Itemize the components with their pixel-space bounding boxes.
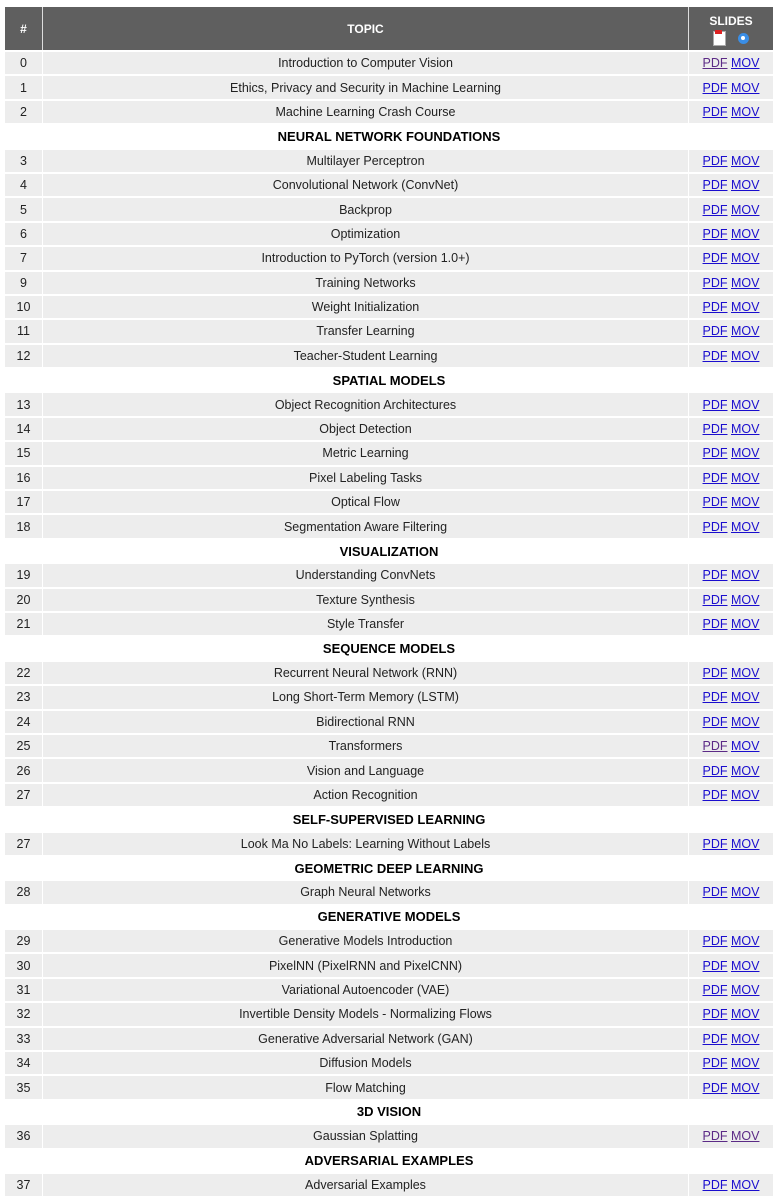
mov-link[interactable]: MOV — [731, 690, 760, 705]
lecture-number: 27 — [5, 783, 43, 807]
lecture-number: 35 — [5, 1075, 43, 1099]
table-row — [5, 1002, 773, 1026]
pdf-link[interactable]: PDF — [702, 983, 728, 998]
lecture-topic: Transformers — [43, 734, 689, 758]
mov-link[interactable]: MOV — [731, 202, 760, 217]
table-row — [5, 514, 773, 538]
pdf-link[interactable]: PDF — [702, 495, 728, 510]
section-title: SPATIAL MODELS — [5, 368, 773, 392]
lecture-topic: Look Ma No Labels: Learning Without Labels — [43, 832, 689, 856]
table-row — [5, 441, 773, 465]
slides-cell — [689, 441, 774, 465]
section-title: 3D VISION — [5, 1100, 773, 1124]
section-row — [5, 124, 773, 148]
slides-cell — [689, 588, 774, 612]
table-row — [5, 612, 773, 636]
lecture-topic: Invertible Density Models - Normalizing Flows — [43, 1002, 689, 1026]
slides-cell — [689, 661, 774, 685]
table-row — [5, 588, 773, 612]
mov-link[interactable]: MOV — [731, 300, 760, 315]
lecture-number: 2 — [5, 100, 43, 124]
pdf-link[interactable]: PDF — [702, 178, 728, 193]
pdf-link[interactable]: PDF — [702, 592, 728, 607]
slides-cell — [689, 271, 774, 295]
slides-cell — [689, 1075, 774, 1099]
pdf-link[interactable]: PDF — [702, 885, 728, 900]
section-row — [5, 1149, 773, 1173]
pdf-link[interactable]: PDF — [702, 787, 728, 802]
lecture-topic: Multilayer Perceptron — [43, 149, 689, 173]
section-row — [5, 368, 773, 392]
lecture-topic: Teacher-Student Learning — [43, 344, 689, 368]
lecture-topic: Vision and Language — [43, 758, 689, 782]
table-row — [5, 246, 773, 270]
lecture-topic: Generative Models Introduction — [43, 929, 689, 953]
table-row — [5, 734, 773, 758]
table-row — [5, 344, 773, 368]
slides-cell — [689, 319, 774, 343]
lecture-number: 9 — [5, 271, 43, 295]
lecture-number: 32 — [5, 1002, 43, 1026]
section-title: GENERATIVE MODELS — [5, 905, 773, 929]
slides-cell — [689, 392, 774, 416]
section-row — [5, 1100, 773, 1124]
pdf-link[interactable]: PDF — [702, 202, 728, 217]
table-row — [5, 661, 773, 685]
pdf-link[interactable]: PDF — [702, 763, 728, 778]
lecture-topic: Segmentation Aware Filtering — [43, 514, 689, 538]
pdf-link[interactable]: PDF — [702, 934, 728, 949]
mov-link[interactable]: MOV — [731, 178, 760, 193]
pdf-link[interactable]: PDF — [702, 104, 728, 119]
slides-cell — [689, 929, 774, 953]
lecture-number: 6 — [5, 222, 43, 246]
pdf-link[interactable]: PDF — [702, 324, 728, 339]
lecture-number: 34 — [5, 1051, 43, 1075]
lecture-topic: Recurrent Neural Network (RNN) — [43, 661, 689, 685]
pdf-link[interactable]: PDF — [702, 275, 728, 290]
lecture-topic: Bidirectional RNN — [43, 710, 689, 734]
lecture-topic: Pixel Labeling Tasks — [43, 466, 689, 490]
lecture-topic: Action Recognition — [43, 783, 689, 807]
slides-cell — [689, 246, 774, 270]
lecture-number: 22 — [5, 661, 43, 685]
lecture-topic: Machine Learning Crash Course — [43, 100, 689, 124]
lecture-table — [5, 7, 773, 1196]
pdf-link[interactable]: PDF — [702, 836, 728, 851]
header-slides-label: SLIDES — [709, 13, 753, 28]
table-row — [5, 392, 773, 416]
table-row — [5, 758, 773, 782]
lecture-number: 14 — [5, 417, 43, 441]
pdf-link[interactable]: PDF — [702, 1031, 728, 1046]
lecture-topic: Introduction to PyTorch (version 1.0+) — [43, 246, 689, 270]
mov-link[interactable]: MOV — [731, 397, 760, 412]
slides-cell — [689, 222, 774, 246]
slides-cell — [689, 758, 774, 782]
lecture-topic: Long Short-Term Memory (LSTM) — [43, 685, 689, 709]
mov-link[interactable]: MOV — [731, 836, 760, 851]
mov-link[interactable]: MOV — [731, 56, 760, 71]
mov-link[interactable]: MOV — [731, 324, 760, 339]
lecture-topic: Metric Learning — [43, 441, 689, 465]
mov-link[interactable]: MOV — [731, 226, 760, 241]
slides-cell — [689, 173, 774, 197]
table-row — [5, 173, 773, 197]
section-title: NEURAL NETWORK FOUNDATIONS — [5, 124, 773, 148]
lecture-number: 5 — [5, 197, 43, 221]
slides-cell — [689, 417, 774, 441]
slides-cell — [689, 1124, 774, 1148]
lecture-number: 10 — [5, 295, 43, 319]
lecture-number: 0 — [5, 51, 43, 75]
lecture-number: 19 — [5, 563, 43, 587]
pdf-link[interactable]: PDF — [702, 519, 728, 534]
pdf-link[interactable]: PDF — [702, 1007, 728, 1022]
mov-link[interactable]: MOV — [731, 251, 760, 266]
table-row — [5, 51, 773, 75]
table-row — [5, 417, 773, 441]
lecture-number: 29 — [5, 929, 43, 953]
table-row — [5, 1124, 773, 1148]
pdf-link[interactable]: PDF — [702, 690, 728, 705]
slides-cell — [689, 100, 774, 124]
lecture-topic: Convolutional Network (ConvNet) — [43, 173, 689, 197]
table-row — [5, 1173, 773, 1196]
table-row — [5, 563, 773, 587]
table-row — [5, 1027, 773, 1051]
pdf-link[interactable]: PDF — [702, 56, 728, 71]
table-row — [5, 929, 773, 953]
lecture-number: 12 — [5, 344, 43, 368]
table-row — [5, 1075, 773, 1099]
table-row — [5, 978, 773, 1002]
table-row — [5, 75, 773, 99]
slides-cell — [689, 783, 774, 807]
lecture-topic: Style Transfer — [43, 612, 689, 636]
slides-cell — [689, 978, 774, 1002]
slides-cell — [689, 51, 774, 75]
pdf-link[interactable]: PDF — [702, 348, 728, 363]
mov-link[interactable]: MOV — [731, 1080, 760, 1095]
slides-cell — [689, 710, 774, 734]
mov-link[interactable]: MOV — [731, 714, 760, 729]
lecture-number: 25 — [5, 734, 43, 758]
section-row — [5, 539, 773, 563]
mov-link[interactable]: MOV — [731, 80, 760, 95]
mov-link[interactable]: MOV — [731, 1031, 760, 1046]
table-row — [5, 222, 773, 246]
mov-link[interactable]: MOV — [731, 1178, 760, 1193]
pdf-link[interactable]: PDF — [702, 422, 728, 437]
mov-link[interactable]: MOV — [731, 739, 760, 754]
mov-link[interactable]: MOV — [731, 958, 760, 973]
lecture-topic: Ethics, Privacy and Security in Machine Learning — [43, 75, 689, 99]
mov-link[interactable]: MOV — [731, 495, 760, 510]
lecture-number: 11 — [5, 319, 43, 343]
mov-link[interactable]: MOV — [731, 275, 760, 290]
lecture-topic: Training Networks — [43, 271, 689, 295]
mov-link[interactable]: MOV — [731, 104, 760, 119]
slides-cell — [689, 1002, 774, 1026]
slides-cell — [689, 1051, 774, 1075]
lecture-topic: Object Detection — [43, 417, 689, 441]
slides-cell — [689, 612, 774, 636]
lecture-number: 31 — [5, 978, 43, 1002]
mov-link[interactable]: MOV — [731, 568, 760, 583]
lecture-topic: Transfer Learning — [43, 319, 689, 343]
lecture-topic: Optical Flow — [43, 490, 689, 514]
lecture-number: 20 — [5, 588, 43, 612]
mov-link[interactable]: MOV — [731, 665, 760, 680]
pdf-link[interactable]: PDF — [702, 397, 728, 412]
mov-link[interactable]: MOV — [731, 153, 760, 168]
lecture-topic: Understanding ConvNets — [43, 563, 689, 587]
table-row — [5, 710, 773, 734]
slides-cell — [689, 514, 774, 538]
table-row — [5, 271, 773, 295]
table-row — [5, 100, 773, 124]
lecture-topic: Optimization — [43, 222, 689, 246]
lecture-number: 26 — [5, 758, 43, 782]
header-topic: TOPIC — [43, 7, 689, 51]
section-row — [5, 905, 773, 929]
slides-cell — [689, 953, 774, 977]
pdf-link[interactable]: PDF — [702, 153, 728, 168]
lecture-number: 21 — [5, 612, 43, 636]
header-slides — [689, 7, 774, 51]
table-row — [5, 832, 773, 856]
lecture-number: 17 — [5, 490, 43, 514]
pdf-link[interactable]: PDF — [702, 300, 728, 315]
pdf-link[interactable]: PDF — [702, 446, 728, 461]
mov-link[interactable]: MOV — [731, 519, 760, 534]
pdf-link[interactable]: PDF — [702, 251, 728, 266]
table-row — [5, 1051, 773, 1075]
quicktime-icon — [738, 33, 749, 44]
section-title: ADVERSARIAL EXAMPLES — [5, 1149, 773, 1173]
lecture-number: 36 — [5, 1124, 43, 1148]
table-row — [5, 295, 773, 319]
mov-link[interactable]: MOV — [731, 617, 760, 632]
lecture-number: 4 — [5, 173, 43, 197]
pdf-link[interactable]: PDF — [702, 1080, 728, 1095]
lecture-number: 15 — [5, 441, 43, 465]
pdf-link[interactable]: PDF — [702, 958, 728, 973]
lecture-topic: Adversarial Examples — [43, 1173, 689, 1196]
mov-link[interactable]: MOV — [731, 422, 760, 437]
pdf-link[interactable]: PDF — [702, 617, 728, 632]
mov-link[interactable]: MOV — [731, 592, 760, 607]
pdf-link[interactable]: PDF — [702, 665, 728, 680]
lecture-number: 28 — [5, 880, 43, 904]
slides-cell — [689, 832, 774, 856]
slides-cell — [689, 490, 774, 514]
table-row — [5, 685, 773, 709]
mov-link[interactable]: MOV — [731, 470, 760, 485]
mov-link[interactable]: MOV — [731, 348, 760, 363]
slides-cell — [689, 197, 774, 221]
lecture-topic: PixelNN (PixelRNN and PixelCNN) — [43, 953, 689, 977]
table-row — [5, 466, 773, 490]
slides-cell — [689, 1173, 774, 1196]
pdf-icon — [713, 31, 726, 46]
table-row — [5, 880, 773, 904]
pdf-link[interactable]: PDF — [702, 1056, 728, 1071]
slides-cell — [689, 563, 774, 587]
lecture-topic: Gaussian Splatting — [43, 1124, 689, 1148]
mov-link[interactable]: MOV — [731, 1129, 760, 1144]
table-row — [5, 319, 773, 343]
slides-cell — [689, 295, 774, 319]
lecture-number: 24 — [5, 710, 43, 734]
table-row — [5, 783, 773, 807]
lecture-number: 3 — [5, 149, 43, 173]
table-row — [5, 149, 773, 173]
lecture-topic: Variational Autoencoder (VAE) — [43, 978, 689, 1002]
lecture-number: 37 — [5, 1173, 43, 1196]
pdf-link[interactable]: PDF — [702, 1178, 728, 1193]
section-title: VISUALIZATION — [5, 539, 773, 563]
section-title: GEOMETRIC DEEP LEARNING — [5, 856, 773, 880]
lecture-topic: Introduction to Computer Vision — [43, 51, 689, 75]
pdf-link[interactable]: PDF — [702, 714, 728, 729]
lecture-topic: Generative Adversarial Network (GAN) — [43, 1027, 689, 1051]
mov-link[interactable]: MOV — [731, 1007, 760, 1022]
mov-link[interactable]: MOV — [731, 446, 760, 461]
pdf-link[interactable]: PDF — [702, 739, 728, 754]
lecture-topic: Flow Matching — [43, 1075, 689, 1099]
lecture-number: 18 — [5, 514, 43, 538]
table-row — [5, 490, 773, 514]
lecture-topic: Graph Neural Networks — [43, 880, 689, 904]
lecture-number: 16 — [5, 466, 43, 490]
lecture-topic: Weight Initialization — [43, 295, 689, 319]
mov-link[interactable]: MOV — [731, 983, 760, 998]
section-row — [5, 636, 773, 660]
pdf-link[interactable]: PDF — [702, 1129, 728, 1144]
lecture-topic: Diffusion Models — [43, 1051, 689, 1075]
pdf-link[interactable]: PDF — [702, 226, 728, 241]
section-row — [5, 807, 773, 831]
lecture-number: 30 — [5, 953, 43, 977]
header-num: # — [5, 7, 43, 51]
lecture-number: 27 — [5, 832, 43, 856]
pdf-link[interactable]: PDF — [702, 80, 728, 95]
slides-cell — [689, 149, 774, 173]
lecture-number: 1 — [5, 75, 43, 99]
table-row — [5, 953, 773, 977]
lecture-number: 13 — [5, 392, 43, 416]
slides-cell — [689, 880, 774, 904]
lecture-number: 33 — [5, 1027, 43, 1051]
slides-cell — [689, 734, 774, 758]
section-row — [5, 856, 773, 880]
section-title: SELF-SUPERVISED LEARNING — [5, 807, 773, 831]
header-row — [5, 7, 773, 51]
table-row — [5, 197, 773, 221]
slides-cell — [689, 1027, 774, 1051]
mov-link[interactable]: MOV — [731, 763, 760, 778]
lecture-topic: Object Recognition Architectures — [43, 392, 689, 416]
slides-cell — [689, 344, 774, 368]
lecture-number: 23 — [5, 685, 43, 709]
lecture-topic: Backprop — [43, 197, 689, 221]
slides-cell — [689, 75, 774, 99]
lecture-topic: Texture Synthesis — [43, 588, 689, 612]
pdf-link[interactable]: PDF — [702, 568, 728, 583]
mov-link[interactable]: MOV — [731, 787, 760, 802]
pdf-link[interactable]: PDF — [702, 470, 728, 485]
lecture-number: 7 — [5, 246, 43, 270]
mov-link[interactable]: MOV — [731, 885, 760, 900]
slides-cell — [689, 466, 774, 490]
section-title: SEQUENCE MODELS — [5, 636, 773, 660]
mov-link[interactable]: MOV — [731, 934, 760, 949]
mov-link[interactable]: MOV — [731, 1056, 760, 1071]
slides-cell — [689, 685, 774, 709]
